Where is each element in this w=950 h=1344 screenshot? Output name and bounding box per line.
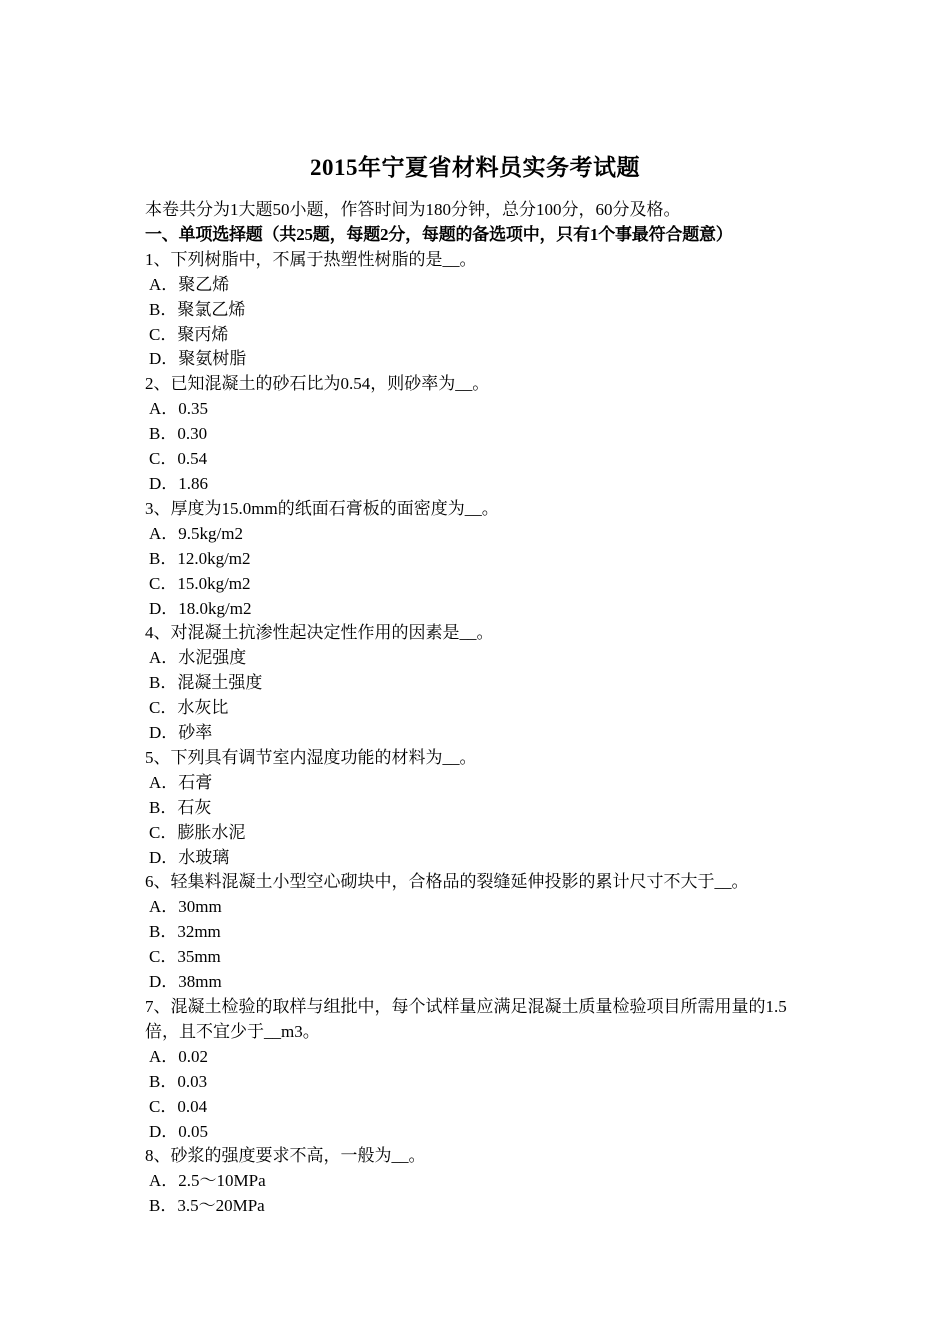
option-a: A．30mm (149, 897, 222, 917)
exam-intro: 本卷共分为1大题50小题，作答时间为180分钟，总分100分，60分及格。 (145, 200, 681, 219)
option-d: D．砂率 (149, 723, 213, 743)
option-d: D．水玻璃 (149, 847, 230, 867)
question-5 (145, 746, 809, 871)
question-stem: 2、已知混凝土的砂石比为0.54，则砂率为__。 (145, 374, 490, 394)
option-b: B．石灰 (149, 797, 212, 817)
question-stem: 8、砂浆的强度要求不高，一般为__。 (145, 1146, 426, 1166)
option-d: D．1.86 (149, 473, 209, 493)
option-c: C．膨胀水泥 (149, 822, 246, 842)
option-a: A．聚乙烯 (149, 274, 230, 294)
option-b: B．12.0kg/m2 (149, 548, 251, 568)
question-2 (145, 372, 809, 497)
option-c: C．15.0kg/m2 (149, 573, 251, 593)
option-b: B．3.5～20MPa (149, 1196, 265, 1216)
question-3 (145, 497, 809, 622)
option-d: D．38mm (149, 972, 222, 992)
option-c: C．35mm (149, 947, 221, 967)
option-d: D．18.0kg/m2 (149, 598, 252, 618)
option-b: B．混凝土强度 (149, 673, 263, 693)
question-stem: 1、下列树脂中，不属于热塑性树脂的是__。 (145, 249, 477, 269)
option-a: A．0.02 (149, 1046, 209, 1066)
option-b: B．0.03 (149, 1071, 208, 1091)
question-1 (145, 248, 809, 373)
option-a: A．水泥强度 (149, 648, 247, 668)
question-6 (145, 870, 809, 995)
option-a: A．石膏 (149, 772, 213, 792)
option-c: C．聚丙烯 (149, 324, 229, 344)
question-stem: 3、厚度为15.0mm的纸面石膏板的面密度为__。 (145, 498, 499, 518)
question-stem: 5、下列具有调节室内湿度功能的材料为__。 (145, 747, 477, 767)
option-a: A．2.5～10MPa (149, 1171, 266, 1191)
document-title: 2015年宁夏省材料员实务考试题 (310, 155, 640, 180)
option-c: C．0.54 (149, 449, 208, 469)
question-8 (145, 1144, 809, 1219)
option-a: A．9.5kg/m2 (149, 523, 243, 543)
option-c: C．0.04 (149, 1096, 208, 1116)
option-c: C．水灰比 (149, 698, 229, 718)
question-stem: 4、对混凝土抗渗性起决定性作用的因素是__。 (145, 623, 494, 643)
option-b: B．32mm (149, 922, 221, 942)
question-stem: 7、混凝土检验的取样与组批中，每个试样量应满足混凝土质量检验项目所需用量的1.5倍，且不宜少于__m3。 (145, 997, 787, 1041)
option-a: A．0.35 (149, 399, 209, 419)
question-7 (145, 995, 809, 1144)
option-d: D．聚氨树脂 (149, 349, 247, 369)
question-4 (145, 621, 809, 746)
section-heading: 一、单项选择题（共25题，每题2分，每题的备选项中，只有1个事最符合题意） (145, 224, 733, 244)
question-stem: 6、轻集料混凝土小型空心砌块中，合格品的裂缝延伸投影的累计尺寸不大于__。 (145, 872, 749, 892)
option-b: B．0.30 (149, 424, 208, 444)
option-b: B．聚氯乙烯 (149, 299, 246, 319)
document-body (145, 198, 809, 1219)
option-d: D．0.05 (149, 1121, 209, 1141)
